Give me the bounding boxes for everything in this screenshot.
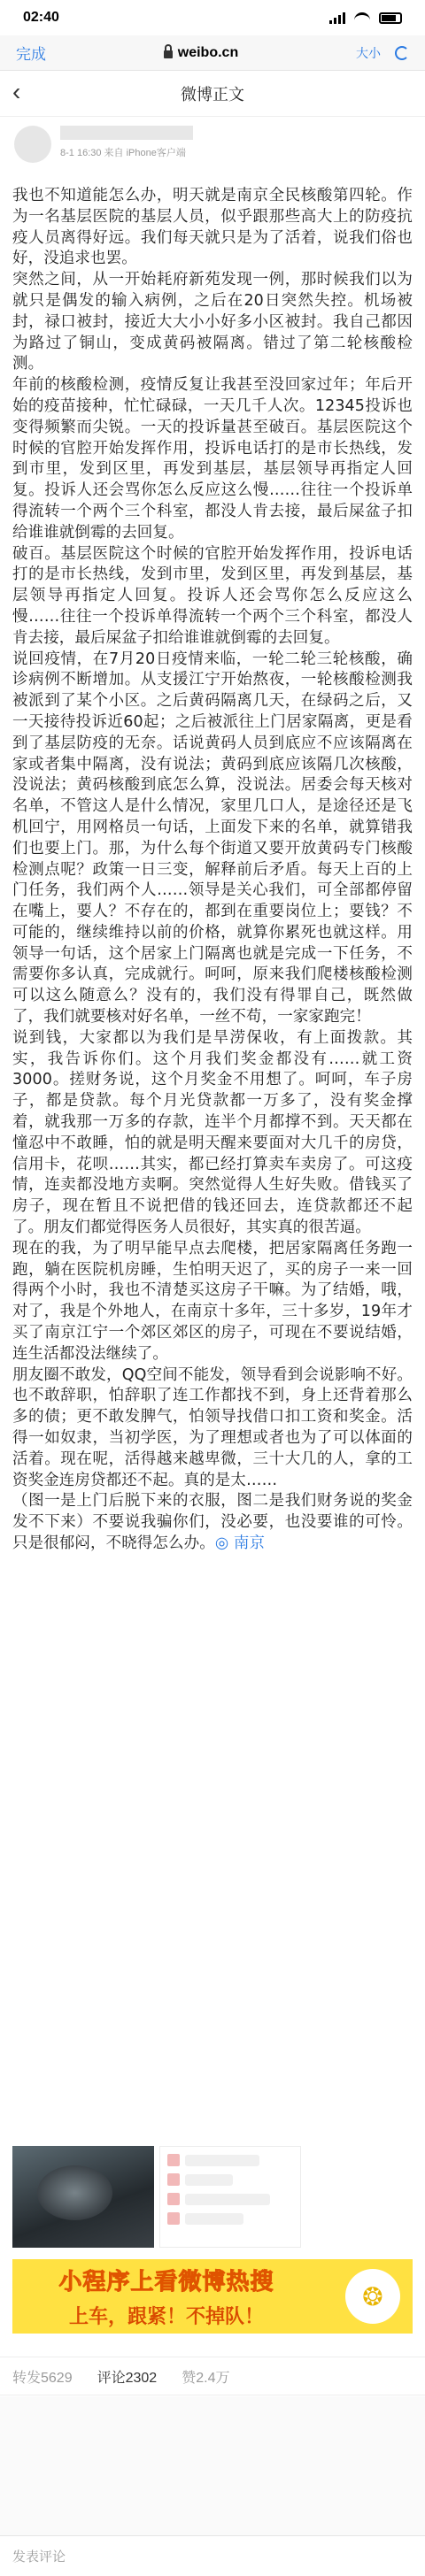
url-text: weibo.cn (177, 44, 239, 60)
status-time: 02:40 (23, 10, 59, 25)
back-icon[interactable]: ‹ (12, 78, 21, 105)
comment-input[interactable]: 发表评论 (12, 2549, 66, 2564)
comments-area (0, 2396, 425, 2538)
comment-tab[interactable]: 评论2302 (97, 2370, 158, 2386)
post-image-clothes[interactable] (12, 2146, 154, 2248)
banner-headline: 小程序上看微博热搜 (58, 2268, 274, 2295)
post-paragraph: 破百。基层医院这个时候的官腔开始发挥作用，投诉电话打的是市长热线，发到市里，发到区里，再发到基层，基层领导再指定人回复。投诉人还会骂你怎么反应这么慢……往往一个投诉单得流转一个两个三个科室，都没人肯去接，最后屎盆子扣给谁谁就倒霉的去回复。 (12, 544, 413, 647)
post-images (12, 2146, 301, 2248)
post-paragraph: 年前的核酸检测，疫情反复让我甚至没回家过年；年后开始的疫苗接种，忙忙碌碌，一天几千人次。12345投诉也变得频繁而尖锐。一天的投诉量甚至破百。基层医院这个时候的官腔开始发挥作用，投诉电话打的是市长热线，发到市里，发到区里，再发到基层，基层领导再指定人回复。投诉人还会骂你怎么反应这么慢……往往一个投诉单得流转一个两个三个科室，都没人肯去接，最后屎盆子扣给谁谁就倒霉的去回复。 (12, 376, 413, 542)
text-size-button[interactable]: 大小 (355, 45, 381, 60)
post-paragraph: 朋友圈不敢发，QQ空间不能发，领导看到会说影响不好。也不敢辞职，怕辞职了连工作都找不到，身上还背着那么多的债；更不敢发脾气，怕领导找借口扣工资和奖金。活得一如奴隶，当初学医，为了理想或者也为了可以体面的活着。现在呢，活得越来越卑微，三十大几的人，拿的工资奖金连房贷都还不起。真的是太…… (12, 1365, 413, 1489)
post-paragraph: 突然之间，从一开始耗府新苑发现一例，那时候我们以为就只是偶发的输入病例，之后在20日突然失控。机场被封，禄口被封，接近大大小小好多小区被封。我自己都因为路过了铜山，变成黄码被隔离。错过了第二轮核酸检测。 (12, 271, 413, 373)
lock-icon (164, 50, 173, 58)
banner-subline: 上车，跟紧！不掉队！ (68, 2305, 264, 2327)
post-paragraph: 现在的我，为了明早能早点去爬楼，把居家隔离任务跑一跑，躺在医院机房睡，生怕明天迟了，买的房子一来一回得两个小时，我也不清楚买这房子干嘛。为了结婚，哦，对了，我是个外地人，在南京十多年，三十多岁，19年才买了南京江宁一个郊区郊区的房子，可现在不要说结婚，连生活都没法继续了。 (12, 1239, 413, 1363)
wifi-icon (354, 12, 370, 23)
signal-icon (329, 12, 345, 24)
weibo-logo-icon: ❂ (345, 2269, 400, 2324)
avatar[interactable] (14, 126, 51, 163)
page-title: 微博正文 (181, 85, 244, 104)
browser-bar (0, 35, 425, 71)
post-image-chat[interactable] (159, 2146, 301, 2248)
reload-icon[interactable] (395, 46, 409, 60)
nav-bar (0, 71, 425, 117)
post-paragraph: 我也不知道能怎么办，明天就是南京全民核酸第四轮。作为一名基层医院的基层人员，似乎跟那些高大上的防疫抗疫人员离得好远。我们每天就只是为了活着，说我们俗也好，没追求也罢。 (12, 187, 413, 268)
post-meta: 8-1 16:30 来自 iPhone客户端 (60, 148, 186, 158)
battery-icon (379, 12, 402, 24)
post-stats-bar (0, 2357, 425, 2395)
post-paragraph: （图一是上门后脱下来的衣服，图二是我们财务说的奖金发不下来）不要说我骗你们，没必要，也没要谁的可怜。只是很郁闷，不晓得怎么办。◎ 南京 (12, 1492, 413, 1552)
done-button[interactable]: 完成 (16, 46, 46, 63)
location-link[interactable]: ◎ 南京 (214, 1534, 266, 1552)
repost-tab[interactable]: 转发5629 (12, 2370, 73, 2386)
post-text (12, 186, 413, 1555)
status-bar (0, 0, 425, 35)
post-paragraph: 说回疫情，在7月20日疫情来临，一轮二轮三轮核酸，确诊病例不断增加。从支援江宁开始熬夜，一轮核酸检测我被派到了某个小区。之后黄码隔离几天，在绿码之后，又一天接待投诉近60起；之后被派往上门居家隔离，更是看到了基层防疫的无奈。话说黄码人员到底应不应该隔离在家或者集中隔离，没有说法；黄码到底应该隔几次核酸，没说法；黄码核酸到底怎么算，没说法。居委会每天核对名单，不管这人是什么情况，家里几口人，是途径还是飞机回宁，用网格员一句话，上面发下来的名单，就算错我们也要上门。那，为什么每个街道又要开放黄码专门核酸检测点呢？政策一日三变，解释前后矛盾。每天上百的上门任务，我们两个人……领导是关心我们，可全部都停留在嘴上，要人？不存在的，都到在重要岗位上；要钱？不可能的，继续维持以前的价格，就算你累死也就这样。用领导一句话，这个居家上门隔离也就是完成一下任务，不需要你多认真，完成就行。呵呵，原来我们爬楼核酸检测可以这么随意么？没有的，我们没有得罪自己，既然做了，我们就要核对好名单，一丝不苟，一家家跑完！ (12, 650, 413, 1027)
comment-bar (0, 2535, 425, 2576)
like-tab[interactable]: 赞2.4万 (182, 2370, 230, 2386)
post-paragraph: 说到钱，大家都以为我们是旱涝保收，有上面拨款。其实，我告诉你们。这个月我们奖金都没有……就工资3000。搓财务说，这个月奖金不用想了。呵呵，车子房子，都是贷款。每个月光贷款都一万多了，没有奖金撑着，就我那一万多的存款，连半个月都撑不到。天天都在憧忍中不敢睡，怕的就是明天醒来要面对大几千的房贷，信用卡，花呗……其实，都已经打算卖车卖房了。可这疫情，连卖都没地方卖啊。突然觉得人生好失败。借钱买了房子，现在暂且不说把借的钱还回去，连贷款都还不起了。朋友们都觉得医务人员很好，其实真的很苦逼。 (12, 1028, 413, 1237)
mini-program-banner[interactable] (12, 2259, 413, 2334)
address-bar[interactable] (164, 45, 238, 61)
author-name-redacted[interactable] (60, 126, 193, 140)
post-header (0, 117, 425, 170)
